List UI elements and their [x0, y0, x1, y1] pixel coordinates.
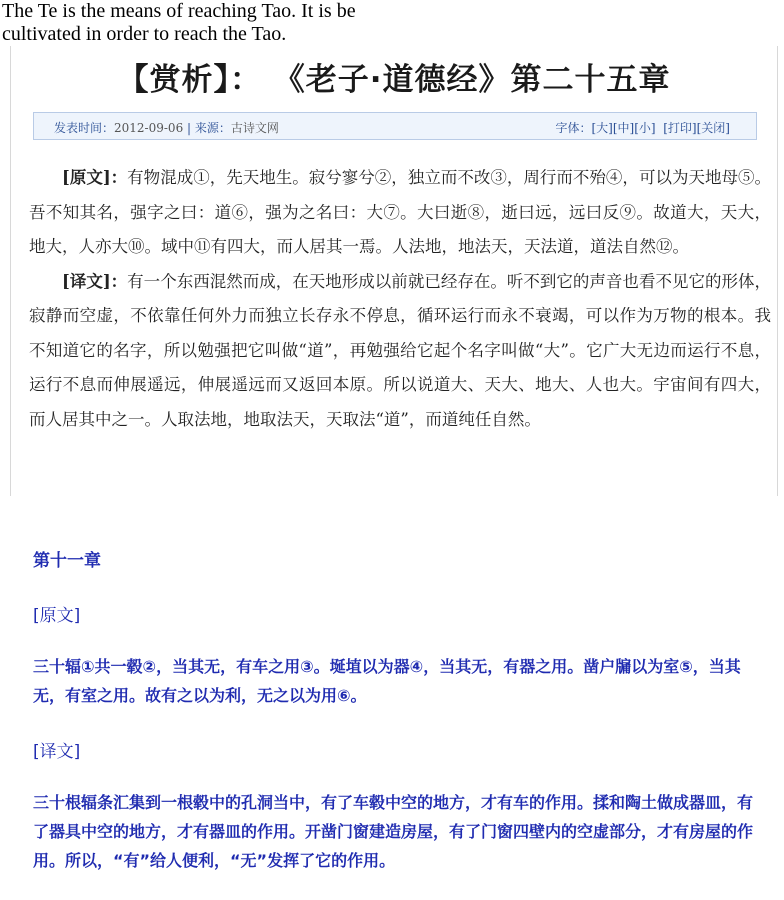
chapter-11-heading: 第十一章 [33, 551, 101, 571]
article-meta-bar [33, 112, 757, 140]
chapter-11-original-heading: [原文] [33, 606, 81, 626]
publish-date: 2012-09-06 [114, 121, 184, 135]
chapter-11-translation-text: 三十根辐条汇集到一根毂中的孔洞当中，有了车毂中空的地方，才有车的作用。揉和陶土做成器皿，有了器具中空的地方，才有器皿的作用。开凿门窗建造房屋，有了门窗四壁内的空虚部分，才有房屋的作用。所以，“有”给人便利，“无”发挥了它的作用。 [33, 793, 754, 870]
publish-label: 发表时间： [54, 121, 115, 135]
source-label: 来源： [194, 121, 231, 135]
article-tools [555, 119, 730, 136]
article-screenshot [10, 46, 778, 496]
article-title: 【赏析】： 《老子·道德经》第二十五章 [117, 62, 671, 98]
close-link[interactable]: [关闭] [696, 121, 730, 135]
translation-paragraph [29, 265, 771, 438]
original-paragraph [29, 161, 771, 265]
meta-separator: | [183, 121, 195, 135]
source-link[interactable]: 古诗文网 [230, 121, 279, 135]
original-label: [原文]： [62, 168, 128, 187]
font-medium-link[interactable]: [中] [612, 121, 635, 135]
chapter-11-original-text: 三十辐①共一毂②，当其无，有车之用③。埏埴以为器④，当其无，有器之用。凿户牖以为室⑤，当其无，有室之用。故有之以为利，无之以为用⑥。 [33, 657, 741, 705]
publish-info [54, 119, 279, 136]
translation-text: 有一个东西混然而成，在天地形成以前就已经存在。听不到它的声音也看不见它的形体，寂静而空虚，不依靠任何外力而独立长存永不停息，循环运行而永不衰竭，可以作为万物的根本。我不知道它的名字，所以勉强把它叫做“道”，再勉强给它起个名字叫做“大”。它广大无边而运行不息，运行不息而伸展遥远，伸展遥远而又返回本原。所以说道大、天大、地大、人也大。宇宙间有四大，而人居其中之一。人取法地，地取法天，天取法“道”，而道纯任自然。 [29, 271, 772, 429]
translation-label: [译文]： [62, 271, 128, 291]
font-size-label: 字体： [555, 121, 592, 135]
font-large-link[interactable]: [大] [591, 121, 613, 135]
chapter-11-translation-heading: [译文] [33, 742, 81, 762]
article-body [29, 161, 771, 437]
font-small-link[interactable]: [小] [634, 121, 656, 135]
print-link[interactable]: [打印] [663, 121, 697, 135]
caption-text: The Te is the means of reaching Tao. It is be cultivated in order to reach the Tao. [2, 0, 356, 45]
original-text: 有物混成①，先天地生。寂兮寥兮②，独立而不改③，周行而不殆④，可以为天地母⑤。吾不知其名，强字之曰：道⑥，强为之名曰：大⑦。大曰逝⑧，逝曰远，远曰反⑨。故道大，天大，地大，人亦大⑩。域中⑪有四大，而人居其一焉。人法地，地法天，天法道，道法自然⑫。 [29, 168, 772, 256]
